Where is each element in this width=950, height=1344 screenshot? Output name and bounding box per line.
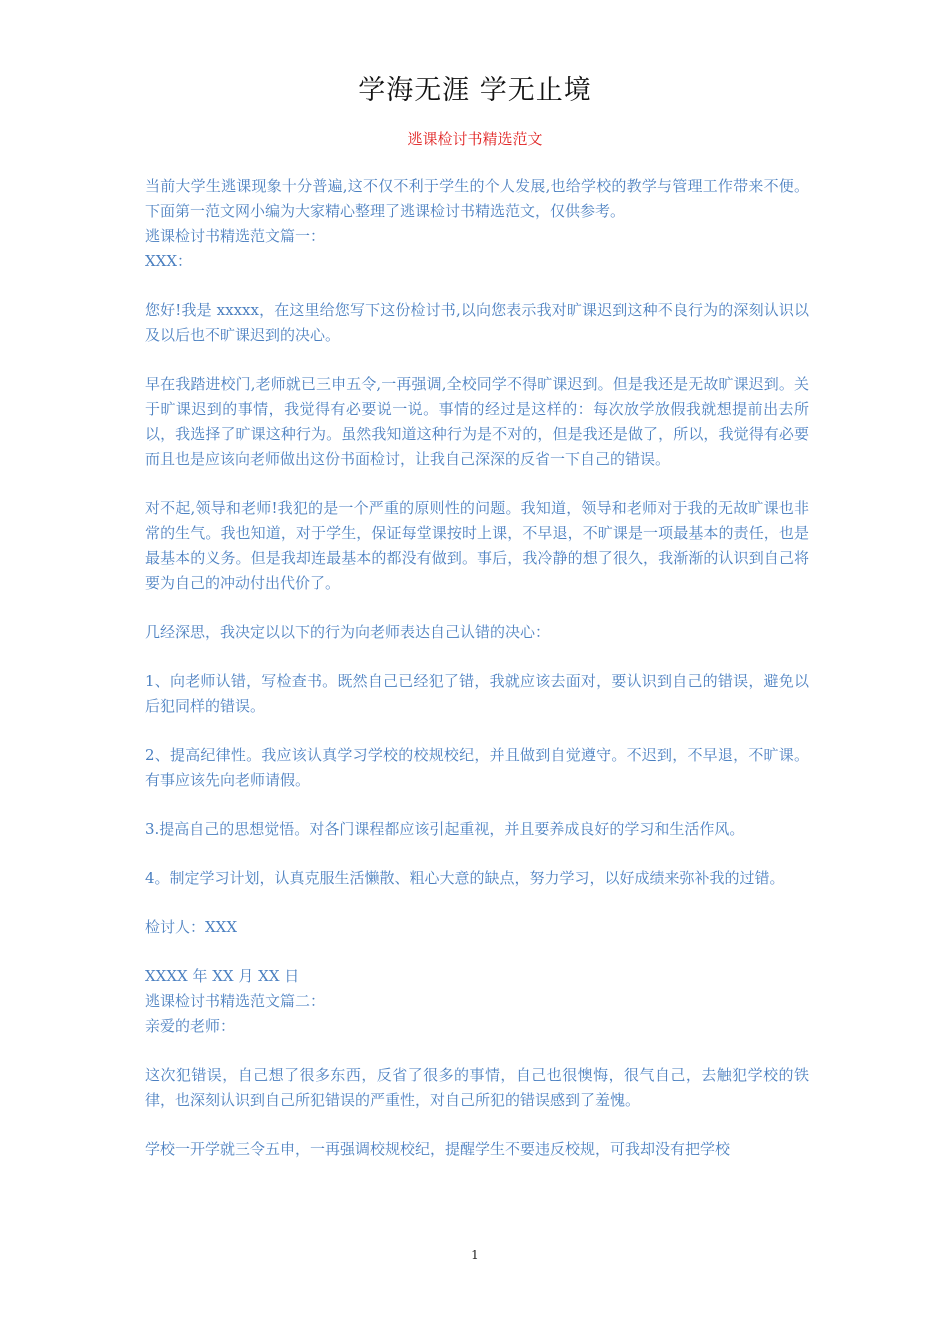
paragraph: 当前大学生逃课现象十分普遍,这不仅不利于学生的个人发展,也给学校的教学与管理工作带来不便。下面第一范文网小编为大家精心整理了逃课检讨书精选范文，仅供参考。 (145, 177, 809, 220)
paragraph: 1、向老师认错，写检查书。既然自己已经犯了错，我就应该去面对，要认识到自己的错误，避免以后犯同样的错误。 (145, 672, 809, 715)
section-heading: 逃课检讨书精选范文篇二： (145, 992, 326, 1010)
paragraph: 早在我踏进校门,老师就已三申五令,一再强调,全校同学不得旷课迟到。但是我还是无故旷课迟到。关于旷课迟到的事情，我觉得有必要说一说。事情的经过是这样的：每次放学放假我就想提前出去所以，我选择了旷课这种行为。虽然我知道这种行为是不对的，但是我还是做了，所以，我觉得有必要而且也是应该向老师做出这份书面检讨，让我自己深深的反省一下自己的错误。 (145, 375, 809, 468)
paragraph: 4。制定学习计划，认真克服生活懒散、粗心大意的缺点，努力学习，以好成绩来弥补我的过错。 (145, 869, 785, 887)
page-number: 1 (471, 1248, 479, 1262)
paragraph: 对不起,领导和老师!我犯的是一个严重的原则性的问题。我知道，领导和老师对于我的无故旷课也非常的生气。我也知道，对于学生，保证每堂课按时上课，不早退，不旷课是一项最基本的责任，也是最基本的义务。但是我却连最基本的都没有做到。事后，我冷静的想了很久，我渐渐的认识到自己将要为自己的冲动付出代价了。 (145, 499, 809, 592)
signature-line: 检讨人：XXX (145, 918, 238, 936)
paragraph: 学校一开学就三令五申，一再强调校规校纪，提醒学生不要违反校规，可我却没有把学校 (145, 1140, 731, 1158)
header-title: 学海无涯 学无止境 (358, 75, 592, 106)
salutation: 亲爱的老师： (145, 1017, 236, 1035)
paragraph: XXX： (145, 252, 193, 270)
paragraph: 几经深思，我决定以以下的行为向老师表达自己认错的决心： (145, 623, 551, 641)
document-body (145, 174, 809, 1162)
paragraph: 逃课检讨书精选范文篇一： (145, 227, 326, 245)
date-line: XXXX 年 XX 月 XX 日 (145, 967, 300, 985)
paragraph: 2、提高纪律性。我应该认真学习学校的校规校纪，并且做到自觉遵守。不迟到，不早退，不旷课。有事应该先向老师请假。 (145, 746, 809, 789)
paragraph: 您好!我是 xxxxx，在这里给您写下这份检讨书,以向您表示我对旷课迟到这种不良行为的深刻认识以及以后也不旷课迟到的决心。 (145, 301, 809, 344)
document-title: 逃课检讨书精选范文 (407, 130, 543, 148)
paragraph: 这次犯错误，自己想了很多东西，反省了很多的事情，自己也很懊悔，很气自己，去触犯学校的铁律，也深刻认识到自己所犯错误的严重性，对自己所犯的错误感到了羞愧。 (145, 1066, 809, 1109)
paragraph: 3.提高自己的思想觉悟。对各门课程都应该引起重视，并且要养成良好的学习和生活作风。 (145, 820, 745, 838)
